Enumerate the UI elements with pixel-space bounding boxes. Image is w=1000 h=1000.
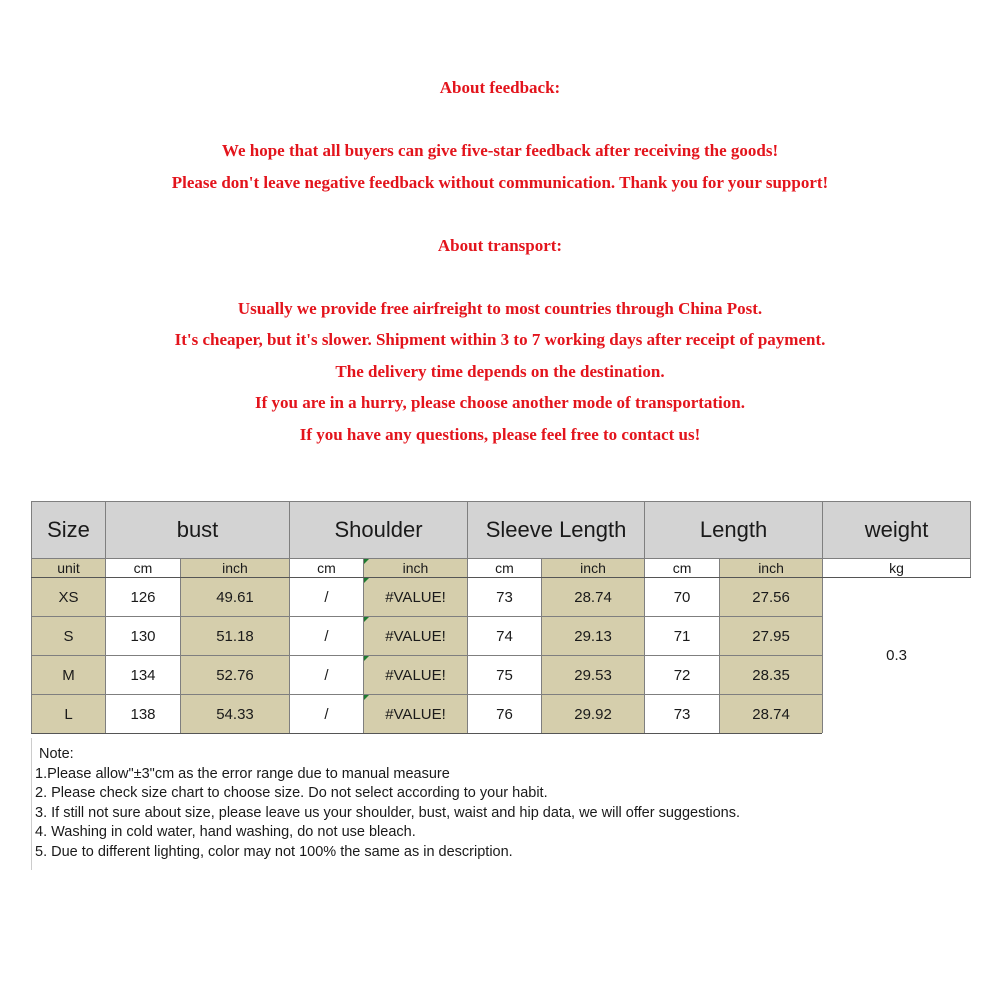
sleeve-inch: 29.13 [542,617,645,656]
sleeve-cm: 74 [468,617,542,656]
length-cm: 73 [645,695,720,734]
bust-inch: 49.61 [181,578,290,617]
sleeve-cm: 76 [468,695,542,734]
note-item: 2. Please check size chart to choose size. Do not select according to your habit. [35,785,548,802]
unit-cell: inch [720,559,823,578]
notes-title: Note: [39,746,74,762]
length-cm: 71 [645,617,720,656]
header-size: Size [32,502,106,559]
length-inch: 27.95 [720,617,823,656]
bust-cm: 138 [106,695,181,734]
sleeve-cm: 73 [468,578,542,617]
feedback-line: We hope that all buyers can give five-star feedback after receiving the goods! [221,141,779,160]
size-label: L [32,695,106,734]
length-inch: 27.56 [720,578,823,617]
shoulder-cm: / [290,578,364,617]
weight-value: 0.3 [823,578,971,734]
length-cm: 70 [645,578,720,617]
bust-cm: 126 [106,578,181,617]
sleeve-inch: 29.53 [542,656,645,695]
header-length: Length [645,502,823,559]
shoulder-inch: #VALUE! [364,656,468,695]
sleeve-inch: 29.92 [542,695,645,734]
note-item: 4. Washing in cold water, hand washing, do not use bleach. [35,824,416,841]
shoulder-cm: / [290,695,364,734]
header-bust: bust [106,502,290,559]
unit-cell: cm [106,559,181,578]
transport-title: About transport: [437,236,563,255]
feedback-line: Please don't leave negative feedback without communication. Thank you for your support! [171,173,829,192]
size-label: M [32,656,106,695]
unit-cell: kg [823,559,971,578]
unit-cell: cm [468,559,542,578]
unit-cell: unit [32,559,106,578]
header-shoulder: Shoulder [290,502,468,559]
sleeve-inch: 28.74 [542,578,645,617]
table-header-row [32,502,971,559]
note-item: 1.Please allow"±3"cm as the error range due to manual measure [35,765,450,782]
bust-inch: 54.33 [181,695,290,734]
shoulder-inch: #VALUE! [364,695,468,734]
unit-cell: inch [542,559,645,578]
shoulder-cm: / [290,656,364,695]
size-label: S [32,617,106,656]
transport-line: If you have any questions, please feel free to contact us! [299,425,701,444]
bust-inch: 52.76 [181,656,290,695]
length-inch: 28.35 [720,656,823,695]
bust-inch: 51.18 [181,617,290,656]
transport-line: Usually we provide free airfreight to most countries through China Post. [237,299,763,318]
transport-line: It's cheaper, but it's slower. Shipment within 3 to 7 working days after receipt of payment. [174,330,826,349]
size-label: XS [32,578,106,617]
unit-cell: cm [290,559,364,578]
sleeve-cm: 75 [468,656,542,695]
units-row [32,559,971,578]
notes-section [31,738,970,870]
note-item: 5. Due to different lighting, color may not 100% the same as in description. [35,843,513,860]
length-cm: 72 [645,656,720,695]
bust-cm: 130 [106,617,181,656]
header-weight: weight [823,502,971,559]
shoulder-cm: / [290,617,364,656]
shoulder-inch: #VALUE! [364,578,468,617]
transport-line: The delivery time depends on the destination. [335,362,665,381]
transport-line: If you are in a hurry, please choose another mode of transportation. [254,393,745,412]
length-inch: 28.74 [720,695,823,734]
bust-cm: 134 [106,656,181,695]
size-chart-table [31,501,971,734]
note-item: 3. If still not sure about size, please leave us your shoulder, bust, waist and hip data, we will offer suggestions. [35,804,740,821]
table-row [32,578,971,617]
unit-cell: cm [645,559,720,578]
unit-cell: inch [181,559,290,578]
unit-cell: inch [364,559,468,578]
feedback-title: About feedback: [439,78,561,97]
header-sleeve-length: Sleeve Length [468,502,645,559]
shoulder-inch: #VALUE! [364,617,468,656]
